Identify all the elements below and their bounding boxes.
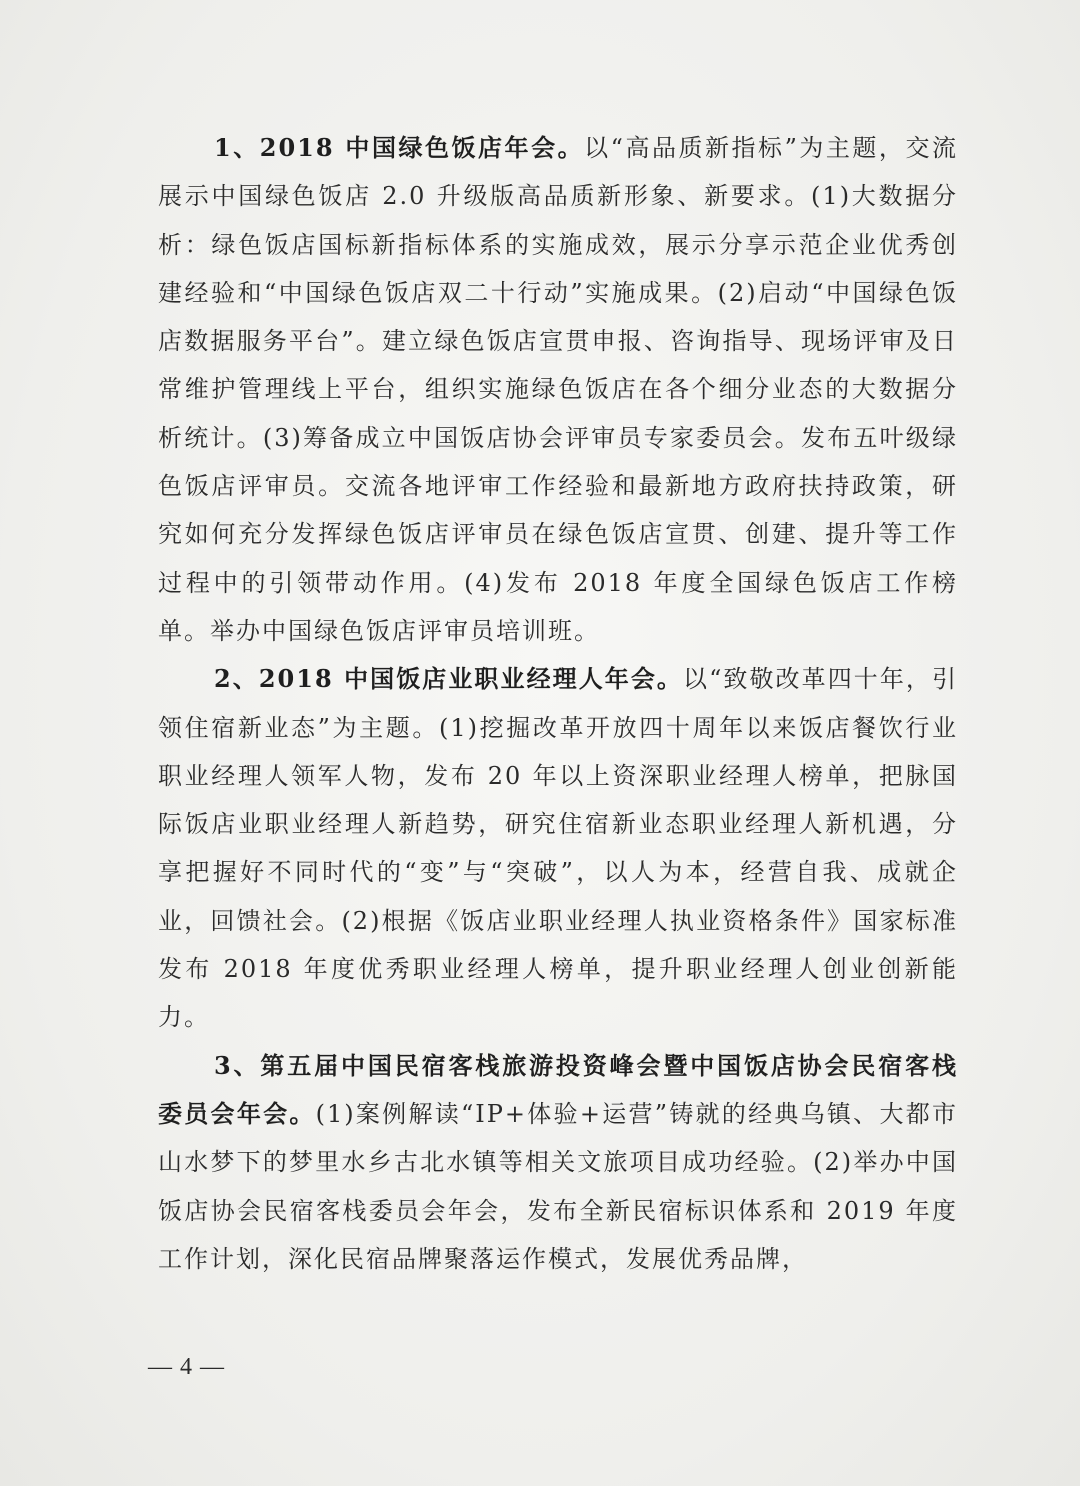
paragraph-heading: 1、2018 中国绿色饭店年会。 [214,133,585,162]
paragraph-heading: 2、2018 中国饭店业职业经理人年会。 [214,664,683,694]
paragraph-professional-manager-meeting [158,655,958,1041]
paragraph-heading: 3、第五届中国民宿客栈旅游投资峰会暨中国饭店协会民宿客栈委员会年会。 [158,1050,958,1128]
document-body [158,124,958,1283]
paragraph-text: (1)案例解读“IP+体验+运营”铸就的经典乌镇、大都市山水梦下的梦里水乡古北水镇等相关文旅项目成功经验。(2)举办中国饭店协会民宿客栈委员会年会，发布全新民宿标识体系和 2019 年度工作计划，深化民宿品牌聚落运作模式，发展优秀品牌， [158,1099,959,1273]
paragraph-text: 以“致敬改革四十年，引领住宿新业态”为主题。(1)挖掘改革开放四十周年以来饭店餐饮行业职业经理人领军人物，发布 20 年以上资深职业经理人榜单，把脉国际饭店业职业经理人新趋势，研究住宿新业态职业经理人新机遇，分享把握好不同时代的“变”与“突破”，以人为本，经营自我、成就企业，回馈社会。(2)根据《饭店业职业经理人执业资格条件》国家标准发布 2018 年度优秀职业经理人榜单，提升职业经理人创业创新能力。 [158,665,958,1032]
page-number: — 4 — [148,1354,225,1380]
paragraph-green-hotel-annual-meeting [158,124,958,655]
paragraph-text: 以“高品质新指标”为主题，交流展示中国绿色饭店 2.0 升级版高品质新形象、新要求。(1)大数据分析：绿色饭店国标新指标体系的实施成效，展示分享示范企业优秀创建经验和“中国绿色饭店双二十行动”实施成果。(2)启动“中国绿色饭店数据服务平台”。建立绿色饭店宣贯申报、咨询指导、现场评审及日常维护管理线上平台，组织实施绿色饭店在各个细分业态的大数据分析统计。(3)筹备成立中国饭店协会评审员专家委员会。发布五叶级绿色饭店评审员。交流各地评审工作经验和最新地方政府扶持政策，研究如何充分发挥绿色饭店评审员在绿色饭店宣贯、创建、提升等工作过程中的引领带动作用。(4)发布 2018 年度全国绿色饭店工作榜单。举办中国绿色饭店评审员培训班。 [158,134,958,645]
paragraph-homestay-summit [158,1042,958,1283]
